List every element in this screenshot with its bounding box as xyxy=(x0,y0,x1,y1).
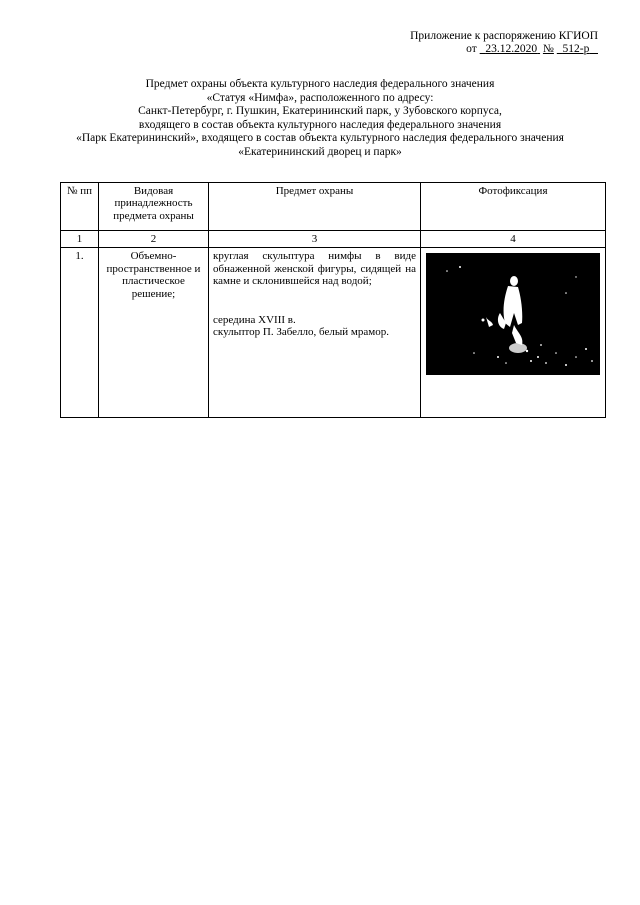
appendix-number: 512-р xyxy=(562,43,590,55)
column-number: 2 xyxy=(99,231,209,248)
row-index: 1. xyxy=(61,248,99,418)
row-photo xyxy=(421,248,606,418)
header-photo: Фотофиксация xyxy=(421,183,606,231)
heading-line: «Парк Екатерининский», входящего в состав объекта культурного наследия федерального значения xyxy=(76,132,564,145)
document-heading xyxy=(40,78,600,160)
appendix-date-line xyxy=(410,43,598,56)
statue-photo xyxy=(426,253,600,375)
heading-line: Предмет охраны объекта культурного наследия федерального значения xyxy=(145,78,495,90)
subject-date: середина XVIII в. xyxy=(213,313,296,326)
heading-line: Санкт-Петербург, г. Пушкин, Екатерининский парк, у Зубовского корпуса, xyxy=(138,105,502,118)
column-number: 3 xyxy=(209,231,421,248)
protection-table xyxy=(60,182,606,418)
number-label: № xyxy=(542,43,554,55)
subject-description: круглая скульптура нимфы в виде обнаженной женской фигуры, сидящей на камне и склонившейся над водой; xyxy=(213,250,416,288)
row-type: Объемно-пространственное и пластическое решение; xyxy=(99,248,209,418)
table-header-row xyxy=(61,183,606,231)
heading-line: «Статуя «Нимфа», расположенного по адресу: xyxy=(206,91,434,104)
heading-line: «Екатерининский дворец и парк» xyxy=(238,145,402,158)
from-label: от xyxy=(466,43,477,55)
header-type: Видовая принадлежность предмета охраны xyxy=(99,183,209,231)
table-number-row xyxy=(61,231,606,248)
column-number: 4 xyxy=(421,231,606,248)
appendix-title: Приложение к распоряжению КГИОП xyxy=(410,30,598,42)
heading-line: входящего в состав объекта культурного наследия федерального значения xyxy=(138,118,502,131)
subject-author: скульптор П. Забелло, белый мрамор. xyxy=(213,326,389,339)
header-subject: Предмет охраны xyxy=(209,183,421,231)
appendix-header xyxy=(410,30,598,56)
column-number: 1 xyxy=(61,231,99,248)
row-subject xyxy=(209,248,421,418)
appendix-date: 23.12.2020 xyxy=(485,43,538,55)
table-row xyxy=(61,248,606,418)
header-number: № пп xyxy=(61,183,99,231)
